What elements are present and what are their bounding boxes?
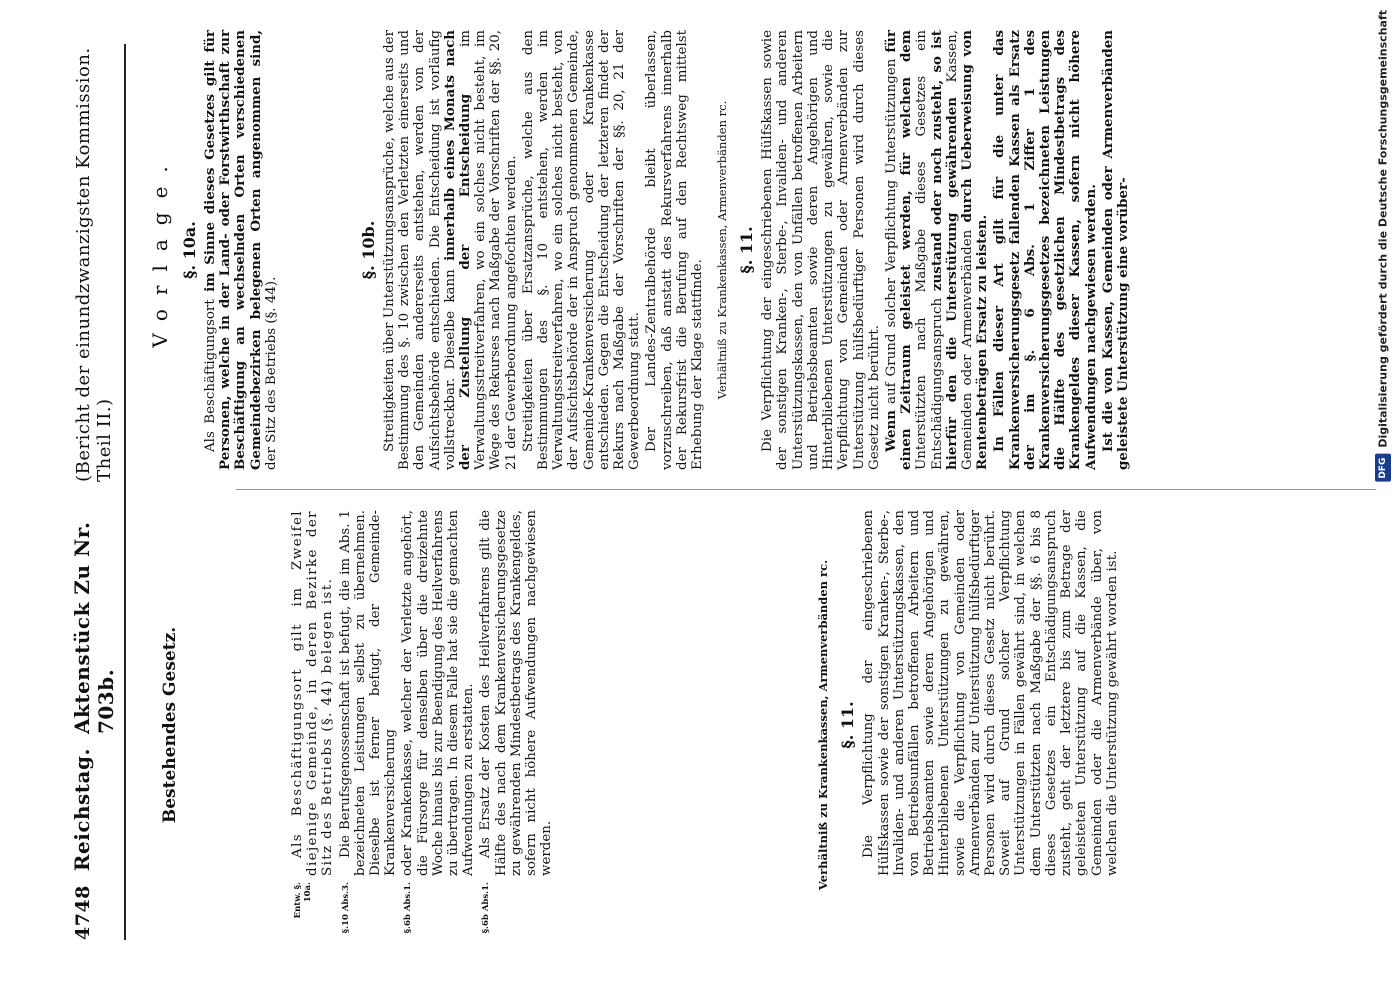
left-paragraph: oder Krankenkasse, welcher der Verletzte angehört, die Fürsorge für denselben über die dreizehnte Woche hinaus bis zur Beendigung des Heilverfahrens zu übertragen. In diesem Falle hat sie die gemachten Aufwendungen zu erstatten. — [400, 510, 477, 876]
margin-note: §.6b Abs.1. — [481, 882, 492, 934]
right-heading: Vorlage. — [148, 152, 172, 348]
column-divider — [236, 489, 1376, 490]
section-10a: §. 10a. — [180, 221, 199, 279]
right-subheading-11: Verhältniß zu Krankenkassen, Armenverbänden rc. — [715, 100, 730, 400]
margin-row — [400, 510, 478, 940]
paragraph-11-2: Wenn auf Grund solcher Verpflichtung Unterstützungen für einen Zeitraum geleistet werden, für welchen dem Unterstützten nach Maßgabe dieses Gesetzes ein Entschädigungsanspruch zustand oder noch zusteht, so ist hierfür den die Unterstützung gewährenden Kassen, Gemeinden oder Armenverbänden durch Ueberweisung von Rentenbeträgen Ersatz zu leisten. — [882, 30, 991, 470]
header-title-rest: (Bericht der einundzwanzigsten Kommission. Theil II.) — [73, 47, 115, 482]
section-10b: §. 10b. — [359, 220, 379, 280]
margin-row — [478, 510, 556, 940]
paragraph-10b-1: Streitigkeiten über Unterstützungsansprüche, welche aus der Bestimmung des §. 10 zwischen den Verletzten einerseits und den Gemeinden andererseits entstehen, werden von der Aufsichtsbehörde entschieden. Die Entscheidung ist vorläufig vollstreckbar. Dieselbe kann innerhalb eines Monats nach der Zustellung der Entscheidung im Verwaltungsstreitverfahren, wo ein solches nicht besteht, im Wege des Rekurses nach Maßgabe der Vorschriften der §§. 20, 21 der Gewerbeordnung angefochten werden. — [382, 30, 519, 470]
margin-note: §.6b Abs.1. — [403, 882, 414, 934]
header-title-left: Reichstag. — [70, 748, 94, 872]
left-paragraph: Die Berufsgenossenschaft ist befugt, die im Abs. 1 bezeichneten Leistungen selbst zu übernehmen. Dieselbe ist ferner befugt, der Gemeinde-Krankenversicherung — [337, 510, 399, 876]
left-section-11: §. 11. — [838, 701, 858, 749]
margin-note: Entw. §. 10a. — [293, 882, 313, 919]
column-proposal — [126, 30, 1133, 470]
digitization-text: Digitalisierung gefördert durch die Deutsche Forschungsgemeinschaft — [1376, 10, 1390, 448]
left-paragraph-11: Die Verpflichtung der eingeschriebenen Hülfskassen sowie der sonstigen Kranken-, Sterbe-, Invaliden- und anderen Unterstützungskassen, den von Betriebsunfällen betroffenen Arbeitern und Betriebsbeamten sowie deren Angehörigen und Hinterbliebenen Unterstützungen zu gewähren, sowie die Verpflichtung von Gemeinden oder Armenverbänden zur Unterstützung hülfsbedürftiger Personen wird durch dieses Gesetz nicht berührt. Soweit auf Grund solcher Verpflichtung Unterstützungen in Fällen gewährt sind, in welchen dem Unterstützten nach Maßgabe der §§. 6 bis 8 dieses Gesetzes ein Entschädigungsanspruch zusteht, geht der letztere bis zum Betrage der geleisteten Unterstützung auf die Kassen, die Gemeinden oder die Armenverbände über, von welchen die Unterstützung gewährt worden ist. — [861, 510, 1120, 876]
column-existing-law — [126, 510, 1122, 940]
digitization-note — [1375, 10, 1391, 482]
right-section-11: §. 11. — [737, 226, 757, 274]
paragraph-11-3: In Fällen dieser Art gilt für die unter das Krankenversicherungsgesetz fallenden Kassen als Ersatz der im §. 6 Abs. 1 Ziffer 1 des Krankenversicherungsgesetzes bezeichneten Leistungen die Hälfte des gesetzlichen Mindestbetrags des Krankengeldes dieser Kassen, sofern nicht höhere Aufwendungen nachgewiesen werden. — [991, 30, 1099, 470]
left-subheading-11: Verhältniß zu Krankenkassen, Armenverbänden rc. — [816, 559, 831, 891]
margin-row — [290, 510, 338, 940]
margin-note: §.10 Abs.3. — [340, 882, 351, 934]
paragraph-10b-2: Streitigkeiten über Ersatzansprüche, welche aus den Bestimmungen des §. 10 entstehen, werden im Verwaltungsstreitverfahren, wo ein solches nicht besteht, von der Aufsichtsbehörde der in Anspruch genommenen Gemeinde, Gemeinde-Krankenversicherung oder Krankenkasse entschieden. Gegen die Entscheidung der letzteren findet der Rekurs nach Maßgabe der Vorschriften der §§. 20, 21 der Gewerbeordnung statt. — [520, 30, 643, 470]
margin-row — [338, 510, 401, 940]
paragraph-10a: Als Beschäftigungsort im Sinne dieses Gesetzes gilt für Personen, welche in der Land- oder Forstwirthschaft zur Beschäftigung an wechselnden Orten verschiedenen Gemeindebezirken belegenen Orten angenommen sind, der Sitz des Betriebs (§. 44). — [202, 30, 279, 470]
left-paragraph: Als Beschäftigungsort gilt im Zweifel diejenige Gemeinde, in deren Bezirke der Sitz des Betriebs (§. 44) belegen ist. — [290, 510, 336, 876]
paragraph-11-1: Die Verpflichtung der eingeschriebenen Hülfskassen sowie der sonstigen Kranken-, Sterbe-, Invaliden- und anderen Unterstützungskassen, den von Unfällen betroffenen Arbeitern und Betriebsbeamten sowie deren Angehörigen und Hinterbliebenen Unterstützungen zu gewähren, sowie die Verpflichtung von Gemeinden oder Armenverbänden zur Unterstützung hülfsbedürftiger Personen wird durch dieses Gesetz nicht berührt. — [760, 30, 882, 470]
paragraph-11-4: Ist die von Kassen, Gemeinden oder Armenverbänden geleistete Unterstützung eine vorüber- — [1099, 30, 1131, 470]
left-paragraph: Als Ersatz der Kosten des Heilverfahrens gilt die Hälfte des nach dem Krankenversicherungsgesetze zu gewährenden Mindestbetrags des Krankengeldes, sofern nicht höhere Aufwendungen nachgewiesen werden. — [478, 510, 555, 876]
dfg-logo: DFG — [1375, 454, 1391, 482]
paragraph-10b-3: Der Landes-Zentralbehörde bleibt überlassen, vorzuschreiben, daß anstatt des Rekursverfahrens innerhalb der Rekursfrist die Berufung auf den Rechtsweg mittelst Erhebung der Klage stattfinde. — [644, 30, 706, 470]
header-title-mid: Aktenstück Zu Nr. 703b. — [70, 521, 118, 735]
page-number: 4748 — [72, 885, 94, 940]
left-heading: Bestehendes Gesetz. — [160, 626, 180, 824]
page-header — [70, 44, 118, 940]
